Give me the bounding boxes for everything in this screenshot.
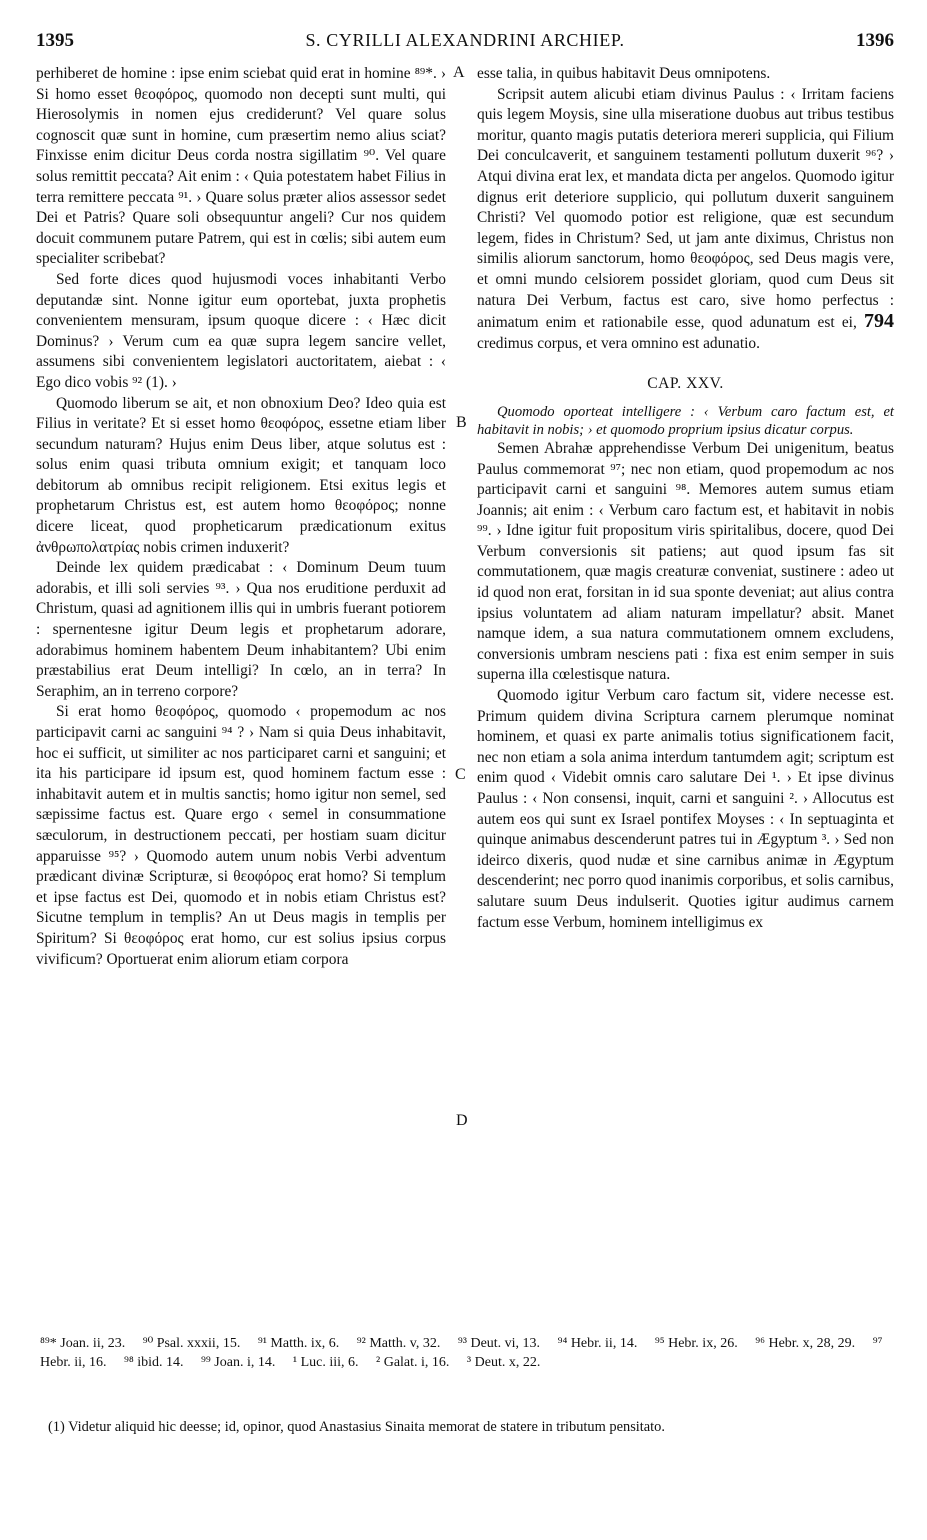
footnote: ³ Deut. x, 22.: [466, 1355, 541, 1370]
left-paragraph-2: Sed forte dices quod hujusmodi voces inhabitanti Verbo deputandæ sint. Nonne igitur eum oportebat, juxta prophetis convenientem mensuram, ipsum quoque dicere : ‹ Hæc dicit Dominus? › Verum cum ea quæ supra legem sancire vellet, assumens sibi convenientem legislatori auctoritatem, aiebat : ‹ Ego dico vobis ⁹² (1). ›: [36, 270, 446, 391]
margin-marker-b: B: [456, 414, 467, 431]
left-paragraph-4: Deinde lex quidem prædicabat : ‹ Dominum Deum tuum adorabis, et illi soli servies ⁹³. › Qua nos eruditione perduxit ad Christum, quasi ad agnitionem illis qui in umbris fuerant potiorem : spernentesne igitur Deum legis et prophetarum adorare, adorabimus hominem habentem Deum inhabitantem? Ubi enim præstabilius erat Deum intelligi? In cœlo, an in terra? In Seraphim, an in terreno corpore?: [36, 559, 446, 700]
left-paragraph-1: perhiberet de homine : ipse enim sciebat quid erat in homine ⁸⁹*. › Si homo esset θεοφόρος, quomodo non decepti sunt multi, qui Hierosolymis in nomen ejus crediderunt? Vel quare solus cognoscit quæ sunt in homine, cum præsertim nemo alius sciat? Finxisse enim dicitur Deus corda nostra sigillatim ⁹⁰. Vel quare solus remittit peccata? Ait enim : ‹ Quia potestatem habet Filius in terra remittere peccata ⁹¹. › Quare solus præter alios assessor sedet Dei et Patris? Quare soli obsequuntur angeli? Cur nos quidem docuit communem putare Patrem, qui est in cœlis; sibi autem eum specialiter scribebat?: [36, 65, 446, 268]
right-paragraph-2-end: credimus corpus, et vera omnino est adunatio.: [477, 334, 760, 352]
page-number-right: 1396: [856, 30, 894, 51]
footnote: ⁸⁹* Joan. ii, 23.: [40, 1336, 126, 1351]
footnote: ⁹⁷ Hebr. ii, 16.: [40, 1336, 883, 1370]
right-paragraph-2-text: Scripsit autem alicubi etiam divinus Paulus : ‹ Irritam faciens quis legem Moysis, sine ulla miseratione duobus aut tribus testibus moritur, quanto magis putatis deteriora mereri supplicia, qui Filium Dei conculcaverit, et sanguinem testamenti pollutum duxerit ⁹⁶? › Atqui divina erat lex, et mandata dicta per angelos. Quomodo igitur dignus erit deteriore supplicio, qui pollutum duxerit sanguinem Christi? Vel quomodo potior est religione, quæ est secundum legem, fides in Christum? Sed, ut jam ante diximus, Christus non similis aliorum sanctorum, homo θεοφόρος, sed Deus magis vere, et omni mundo celsiorem possidet gloriam, quod cum Deus sit natura Dei Verbum, factus est caro, sive homo perfectus : animatum enim et rationabile esse, quod adunatum est ei,: [477, 85, 894, 332]
footnote: ⁹⁹ Joan. i, 14.: [201, 1355, 276, 1370]
chapter-subtitle: Quomodo oporteat intelligere : ‹ Verbum caro factum est, et habitavit in nobis; › et quomodo proprium ipsius dicatur corpus.: [477, 403, 894, 438]
margin-marker-c: C: [455, 766, 466, 783]
footnote: ⁹² Matth. v, 32.: [356, 1336, 441, 1351]
footnote: ⁹⁶ Hebr. x, 28, 29.: [755, 1336, 856, 1351]
margin-marker-d: D: [456, 1112, 468, 1129]
editor-note: (1) Videtur aliquid hic deesse; id, opinor, quod Anastasius Sinaita memorat de statere in tributum pensitato.: [48, 1419, 665, 1435]
footnote: ⁹⁰ Psal. xxxii, 15.: [142, 1336, 241, 1351]
left-column: [36, 64, 446, 970]
footnotes: [40, 1334, 890, 1372]
page-number-left: 1395: [36, 30, 74, 51]
right-paragraph-2: [477, 85, 894, 355]
right-paragraph-3: Semen Abrahæ apprehendisse Verbum Dei unigenitum, beatus Paulus commemorat ⁹⁷; nec non etiam, quod propemodum ac nos participavit carni et sanguini ⁹⁸. Memores autem sumus etiam Joannis; ait enim : ‹ Verbum caro factum est, et habitavit in nobis ⁹⁹. › Idne igitur fuit propositum viris spiritalibus, docere, quod Dei Verbum conversionis sit patiens; aut quod ipsum fas sit commutationem, quæ magis creaturæ conveniat, sustinere : adeo ut id quod non erat, forsitan in id sua sponte deveniat; aut alius contra ipsius voluntatem ad aliam naturam impellatur? absit. Manet namque idem, a sua natura commutationem omnem excludens, conversionis umbram nesciens pati : fixa est enim semper in suis superna illa cœlestisque natura.: [477, 439, 894, 684]
footnote: ⁹⁴ Hebr. ii, 14.: [557, 1336, 638, 1351]
footnote: ⁹⁸ ibid. 14.: [124, 1355, 184, 1370]
margin-marker-a: A: [453, 64, 465, 81]
footnote: ¹ Luc. iii, 6.: [292, 1355, 359, 1370]
left-paragraph-5: Si erat homo θεοφόρος, quomodo ‹ propemodum ac nos participavit carni ac sanguini ⁹⁴ ? › Nam si quia Deus inhabitavit, hoc ei sufficit, ut similiter ac nos participaret carni et sanguini; et ita his participare id ipsum est, quod hominem factum esse : inhabitavit autem et in multis sanctis; homo igitur non semel, sed sæpissime factus est. Quare ergo ‹ semel in consummatione sæculorum, in destructionem peccati, per hostiam suam dicitur apparuisse ⁹⁵? › Quomodo autem unum nobis Verbi adventum prædicant divinæ Scripturæ, si θεοφόρος erat homo? Si templum et ipse factus est Dei, quomodo et in nobis etiam Christus est? Sicutne templum in templis? An ut Deus magis in templis per Spiritum? Si θεοφόρος erat homo, cur est solius ipsius corpus vivificum? Oportuerat enim aliorum etiam corpora: [36, 703, 446, 968]
footnote: ⁹⁵ Hebr. ix, 26.: [654, 1336, 738, 1351]
left-paragraph-3: Quomodo liberum se ait, et non obnoxium Deo? Ideo quia est Filius in veritate? Et si esset homo θεοφόρος, essetne etiam liber secundum naturam? Hujus enim Deus liber, atque solutus est : solus enim quasi tributa omnium exigit; et tanquam loco debitorum ab omnibus recipit religionem. Etsi exitus legis et prophetarum Christus est, est autem homo θεοφόρος; nonne dicere liceat, quod propheticarum prædicationum exitus ἀνθρωπολατρίας nobis crimen induxerit?: [36, 394, 446, 556]
page-header: [36, 30, 894, 54]
right-paragraph-1: esse talia, in quibus habitavit Deus omnipotens.: [477, 65, 771, 82]
footnote: ⁹¹ Matth. ix, 6.: [257, 1336, 340, 1351]
right-column: [477, 64, 894, 933]
right-paragraph-4: Quomodo igitur Verbum caro factum sit, videre necesse est. Primum quidem divina Scriptura carnem plerumque nominat hominem, et quasi ex parte animalis totius significationem facit, nec non etiam a sola anima interdum tantumdem agit; scriptum est enim quod ‹ Videbit omnis caro salutare Dei ¹. › Et ipse divinus Paulus : ‹ Non consensi, inquit, carni et sanguini ². › Allocutus est autem eos qui sunt ex Israel pontifex Moyses : ‹ In septuaginta et quinque animabus descenderunt patres tui in Ægyptum ³. › Sed non ideirco dixeris, quod nudæ et sine carnibus animæ in Ægyptum descenderint; nec porro quod inanimis corporibus, et solis carnibus, salutare suum Deus indulserit. Quoties igitur audimus carnem factum esse Verbum, hominem intelligimus ex: [477, 687, 894, 931]
column-number: 794: [864, 310, 894, 333]
footnote: ² Galat. i, 16.: [376, 1355, 450, 1370]
footnote: ⁹³ Deut. vi, 13.: [457, 1336, 541, 1351]
chapter-title: CAP. XXV.: [647, 375, 724, 393]
running-title: S. CYRILLI ALEXANDRINI ARCHIEP.: [305, 30, 625, 50]
